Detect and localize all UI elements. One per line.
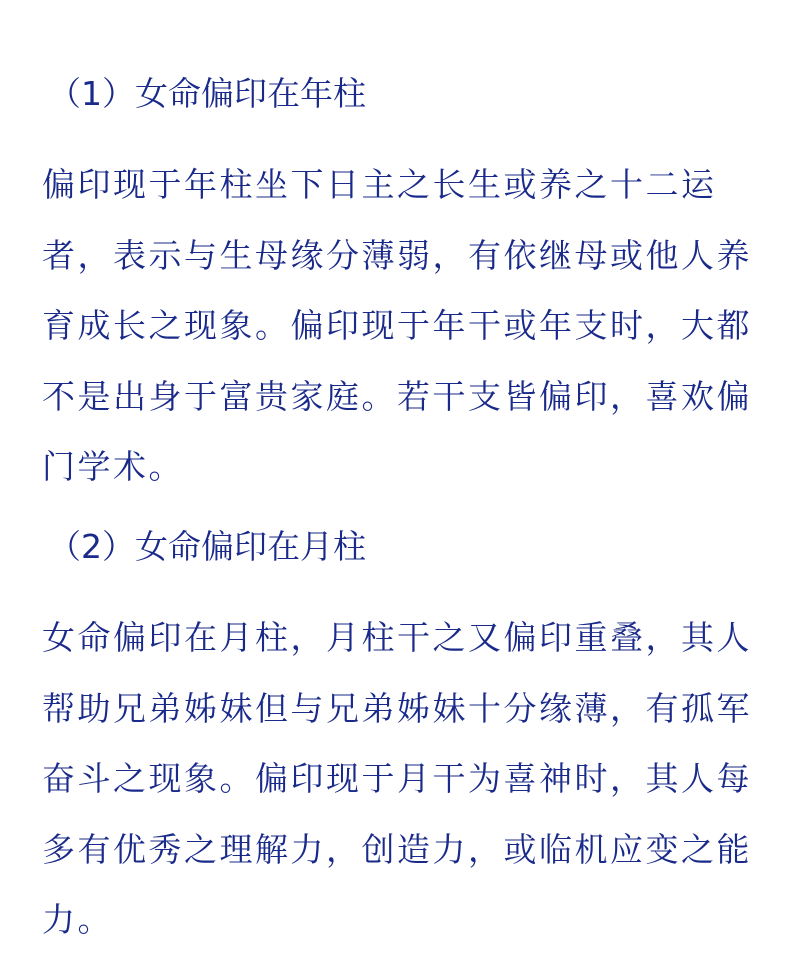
section-heading-month-pillar: （2）女命偏印在月柱 [48,527,366,566]
section-heading-year-pillar: （1）女命偏印在年柱 [48,74,366,113]
section-paragraph-year-pillar: 偏印现于年柱坐下日主之长生或养之十二运者，表示与生母缘分薄弱，有依继母或他人养育成长之现象。偏印现于年干或年支时，大都不是出身于富贵家庭。若干支皆偏印，喜欢偏门学术。 [42,165,752,486]
section-paragraph-month-pillar: 女命偏印在月柱，月柱干之又偏印重叠，其人帮助兄弟姊妹但与兄弟姊妹十分缘薄，有孤军奋斗之现象。偏印现于月干为喜神时，其人每多有优秀之理解力，创造力，或临机应变之能力。 [42,618,752,939]
